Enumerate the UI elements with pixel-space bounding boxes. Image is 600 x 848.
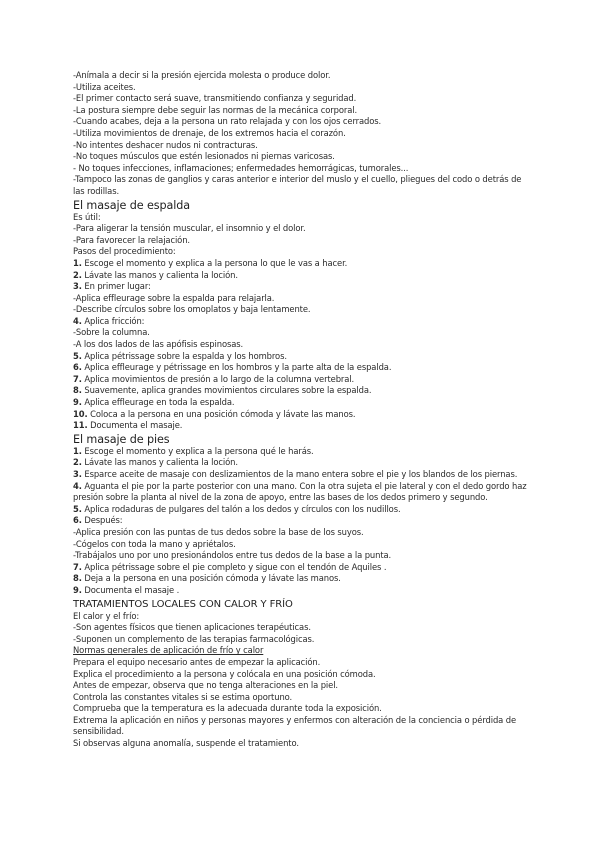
list-item: -Son agentes físicos que tienen aplicaciones terapéuticas. [73, 622, 311, 633]
list-item: -No toques músculos que estén lesionados ni piernas varicosas. [73, 151, 335, 162]
norm-item: Explica el procedimiento a la persona y colócala en una posición cómoda. [73, 668, 376, 679]
list-item: -El primer contacto será suave, transmitiendo confianza y seguridad. [73, 93, 357, 104]
norms-title: Normas generales de aplicación de frío y calor [73, 645, 264, 656]
norm-item: Si observas alguna anomalía, suspende el tratamiento. [73, 738, 299, 749]
step-item: 7. Aplica movimientos de presión a lo largo de la columna vertebral. [73, 373, 355, 384]
substep-item: -Sobre la columna. [73, 327, 150, 338]
list-item: - No toques infecciones, inflamaciones; enfermedades hemorrágicas, tumorales... [73, 162, 409, 173]
useful-label: Es útil: [73, 211, 101, 222]
heat-cold-intro: El calor y el frío: [73, 610, 140, 621]
step-item: 3. En primer lugar: [73, 281, 151, 292]
norm-item: Prepara el equipo necesario antes de empezar la aplicación. [73, 656, 321, 667]
norm-item: Controla las constantes vitales si se estima oportuno. [73, 691, 293, 702]
substep-item: -Cógelos con toda la mano y apriétalos. [73, 538, 236, 549]
substep-item: -Trabájalos uno por uno presionándolos entre tus dedos de la base a la punta. [73, 550, 392, 561]
list-item: -No intentes deshacer nudos ni contracturas. [73, 139, 258, 150]
back-massage-section [73, 199, 533, 432]
substep-item: -Aplica presión con las puntas de tus dedos sobre la base de los suyos. [73, 526, 364, 537]
list-item: -Para favorecer la relajación. [73, 234, 190, 245]
list-item: -La postura siempre debe seguir las normas de la mecánica corporal. [73, 104, 358, 115]
intro-list [73, 70, 533, 198]
step-item: 9. Documenta el masaje . [73, 584, 180, 595]
step-item: 9. Aplica effleurage en toda la espalda. [73, 397, 235, 408]
list-item: -Utiliza aceites. [73, 81, 136, 92]
step-item: 1. Escoge el momento y explica a la persona qué le harás. [73, 445, 314, 456]
substep-item: -Describe círculos sobre los omoplatos y baja lentamente. [73, 304, 311, 315]
step-item: 2. Lávate las manos y calienta la loción. [73, 269, 238, 280]
step-item: 4. Aplica fricción: [73, 315, 145, 326]
norm-item: Extrema la aplicación en niños y personas mayores y enfermos con alteración de la conciencia o pérdida de sensibilidad. [73, 714, 517, 737]
heat-cold-title: TRATAMIENTOS LOCALES CON CALOR Y FRÍO [73, 598, 293, 610]
step-item: 7. Aplica pétrissage sobre el pie completo y sigue con el tendón de Aquiles . [73, 561, 387, 572]
step-item: 8. Suavemente, aplica grandes movimientos circulares sobre la espalda. [73, 385, 372, 396]
step-item: 1. Escoge el momento y explica a la persona lo que le vas a hacer. [73, 257, 348, 268]
list-item: -Utiliza movimientos de drenaje, de los extremos hacia el corazón. [73, 127, 346, 138]
steps-label: Pasos del procedimiento: [73, 246, 176, 257]
document-body [73, 70, 533, 750]
step-item: 5. Aplica rodaduras de pulgares del talón a los dedos y círculos con los nudillos. [73, 503, 401, 514]
step-item: 8. Deja a la persona en una posición cómoda y lávate las manos. [73, 573, 341, 584]
foot-massage-title: El masaje de pies [73, 432, 170, 446]
heat-cold-section [73, 598, 533, 750]
step-item: 3. Esparce aceite de masaje con deslizamientos de la mano entera sobre el pie y los blandos de los piernas. [73, 469, 518, 479]
list-item: -Tampoco las zonas de ganglios y caras anterior e interior del muslo y el cuello, pliegues del codo o detrás de las rodillas. [73, 174, 522, 196]
list-item: -Anímala a decir si la presión ejercida molesta o produce dolor. [73, 70, 331, 80]
foot-massage-section [73, 433, 533, 597]
norm-item: Comprueba que la temperatura es la adecuada durante toda la exposición. [73, 703, 382, 714]
substep-item: -A los dos lados de las apófisis espinosas. [73, 339, 244, 350]
step-item: 2. Lávate las manos y calienta la loción. [73, 457, 238, 468]
step-item: 4. Aguanta el pie por la parte posterior con una mano. Con la otra sujeta el pie lateral y con el dedo gordo haz presión sobre la planta al nivel de la zona de apoyo, entre las bases de los dedos primero y segundo. [73, 480, 527, 503]
step-item: 6. Aplica effleurage y pétrissage en los hombros y la parte alta de la espalda. [73, 362, 392, 373]
back-massage-title: El masaje de espalda [73, 198, 190, 212]
step-item: 10. Coloca a la persona en una posición cómoda y lávate las manos. [73, 408, 356, 419]
step-item: 6. Después: [73, 515, 123, 526]
step-item: 11. Documenta el masaje. [73, 420, 183, 431]
step-item: 5. Aplica pétrissage sobre la espalda y los hombros. [73, 350, 287, 361]
substep-item: -Aplica effleurage sobre la espalda para relajarla. [73, 292, 275, 303]
norm-item: Antes de empezar, observa que no tenga alteraciones en la piel. [73, 680, 338, 691]
list-item: -Para aligerar la tensión muscular, el insomnio y el dolor. [73, 223, 306, 234]
list-item: -Suponen un complemento de las terapias farmacológicas. [73, 633, 315, 644]
list-item: -Cuando acabes, deja a la persona un rato relajada y con los ojos cerrados. [73, 116, 382, 127]
